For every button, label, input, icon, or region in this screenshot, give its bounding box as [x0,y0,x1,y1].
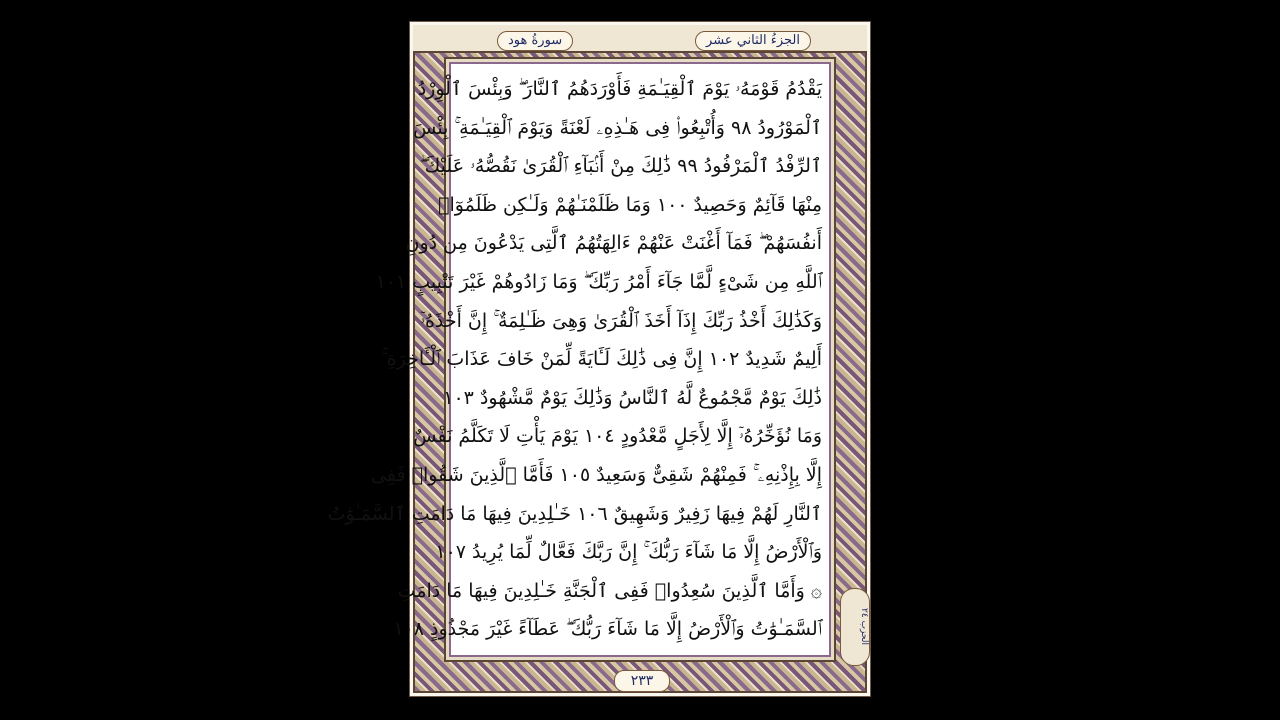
hizb-marker: الحزب ٢٤ [840,588,870,666]
text-line: يَقْدُمُ قَوْمَهُۥ يَوْمَ ٱلْقِيَـٰمَةِ فَأَوْرَدَهُمُ ٱلنَّارَ ۖ وَبِئْسَ ٱلْوِرْدُ [417,78,822,100]
page-header [413,25,867,53]
text-line: ٱلْمَوْرُودُ ٩٨ وَأُتْبِعُوا۟ فِى هَـٰذِهِۦ لَعْنَةً وَيَوْمَ ٱلْقِيَـٰمَةِ ۚ بِئْسَ [413,116,822,139]
text-line: وَكَذَٰلِكَ أَخْذُ رَبِّكَ إِذَآ أَخَذَ ٱلْقُرَىٰ وَهِىَ ظَـٰلِمَةٌ ۚ إِنَّ أَخْذَهُۥٓ [420,309,822,332]
mushaf-page [327,21,871,697]
text-line: ٱلنَّارِ لَهُمْ فِيهَا زَفِيرٌ وَشَهِيقٌ ١٠٦ خَـٰلِدِينَ فِيهَا مَا دَامَتِ ٱلسَّمَـٰوَٰتُ [327,502,822,525]
quran-text [327,70,822,650]
text-line: وَٱلْأَرْضُ إِلَّا مَا شَآءَ رَبُّكَ ۚ إِنَّ رَبَّكَ فَعَّالٌ لِّمَا يُرِيدُ ١٠٧ [435,541,822,564]
text-line: مِنْهَا قَآئِمٌ وَحَصِيدٌ ١٠٠ وَمَا ظَلَمْنَـٰهُمْ وَلَـٰكِن ظَلَمُوٓا۟ [438,193,822,216]
text-line: ۞ وَأَمَّا ٱلَّذِينَ سُعِدُوا۟ فَفِى ٱلْجَنَّةِ خَـٰلِدِينَ فِيهَا مَا دَامَتِ [397,579,822,602]
surah-label: سورةُ هود [497,31,573,51]
text-line: ٱلسَّمَـٰوَٰتُ وَٱلْأَرْضُ إِلَّا مَا شَآءَ رَبُّكَ ۖ عَطَآءً غَيْرَ مَجْذُوذٍ ١٠٨ [393,618,822,641]
text-line: أَلِيمٌ شَدِيدٌ ١٠٢ إِنَّ فِى ذَٰلِكَ لَـَٔايَةً لِّمَنْ خَافَ عَذَابَ ٱلْـَٔاخِرَةِ ۚ [381,348,822,371]
juz-label: الجزءُ الثاني عشر [695,31,811,51]
text-line: ذَٰلِكَ يَوْمٌ مَّجْمُوعٌ لَّهُ ٱلنَّاسُ وَذَٰلِكَ يَوْمٌ مَّشْهُودٌ ١٠٣ [443,386,822,409]
text-line: ٱللَّهِ مِن شَىْءٍ لَّمَّا جَآءَ أَمْرُ رَبِّكَ ۖ وَمَا زَادُوهُمْ غَيْرَ تَتْبِيبٍ ١٠١ [375,270,822,293]
text-line: إِلَّا بِإِذْنِهِۦ ۚ فَمِنْهُمْ شَقِىٌّ وَسَعِيدٌ ١٠٥ فَأَمَّا ٱلَّذِينَ شَقُوا۟ فَفِى [371,463,822,486]
text-line: وَمَا نُؤَخِّرُهُۥٓ إِلَّا لِأَجَلٍ مَّعْدُودٍ ١٠٤ يَوْمَ يَأْتِ لَا تَكَلَّمُ نَفْسٌ [413,425,822,448]
text-line: أَنفُسَهُمْ ۖ فَمَآ أَغْنَتْ عَنْهُمْ ءَالِهَتُهُمُ ٱلَّتِى يَدْعُونَ مِن دُونِ [405,232,822,255]
text-line: ٱلرِّفْدُ ٱلْمَرْفُودُ ٩٩ ذَٰلِكَ مِنْ أَنۢبَآءِ ٱلْقُرَىٰ نَقُصُّهُۥ عَلَيْكَ ۖ [419,155,822,178]
page-number: ٢٣٣ [614,670,670,692]
